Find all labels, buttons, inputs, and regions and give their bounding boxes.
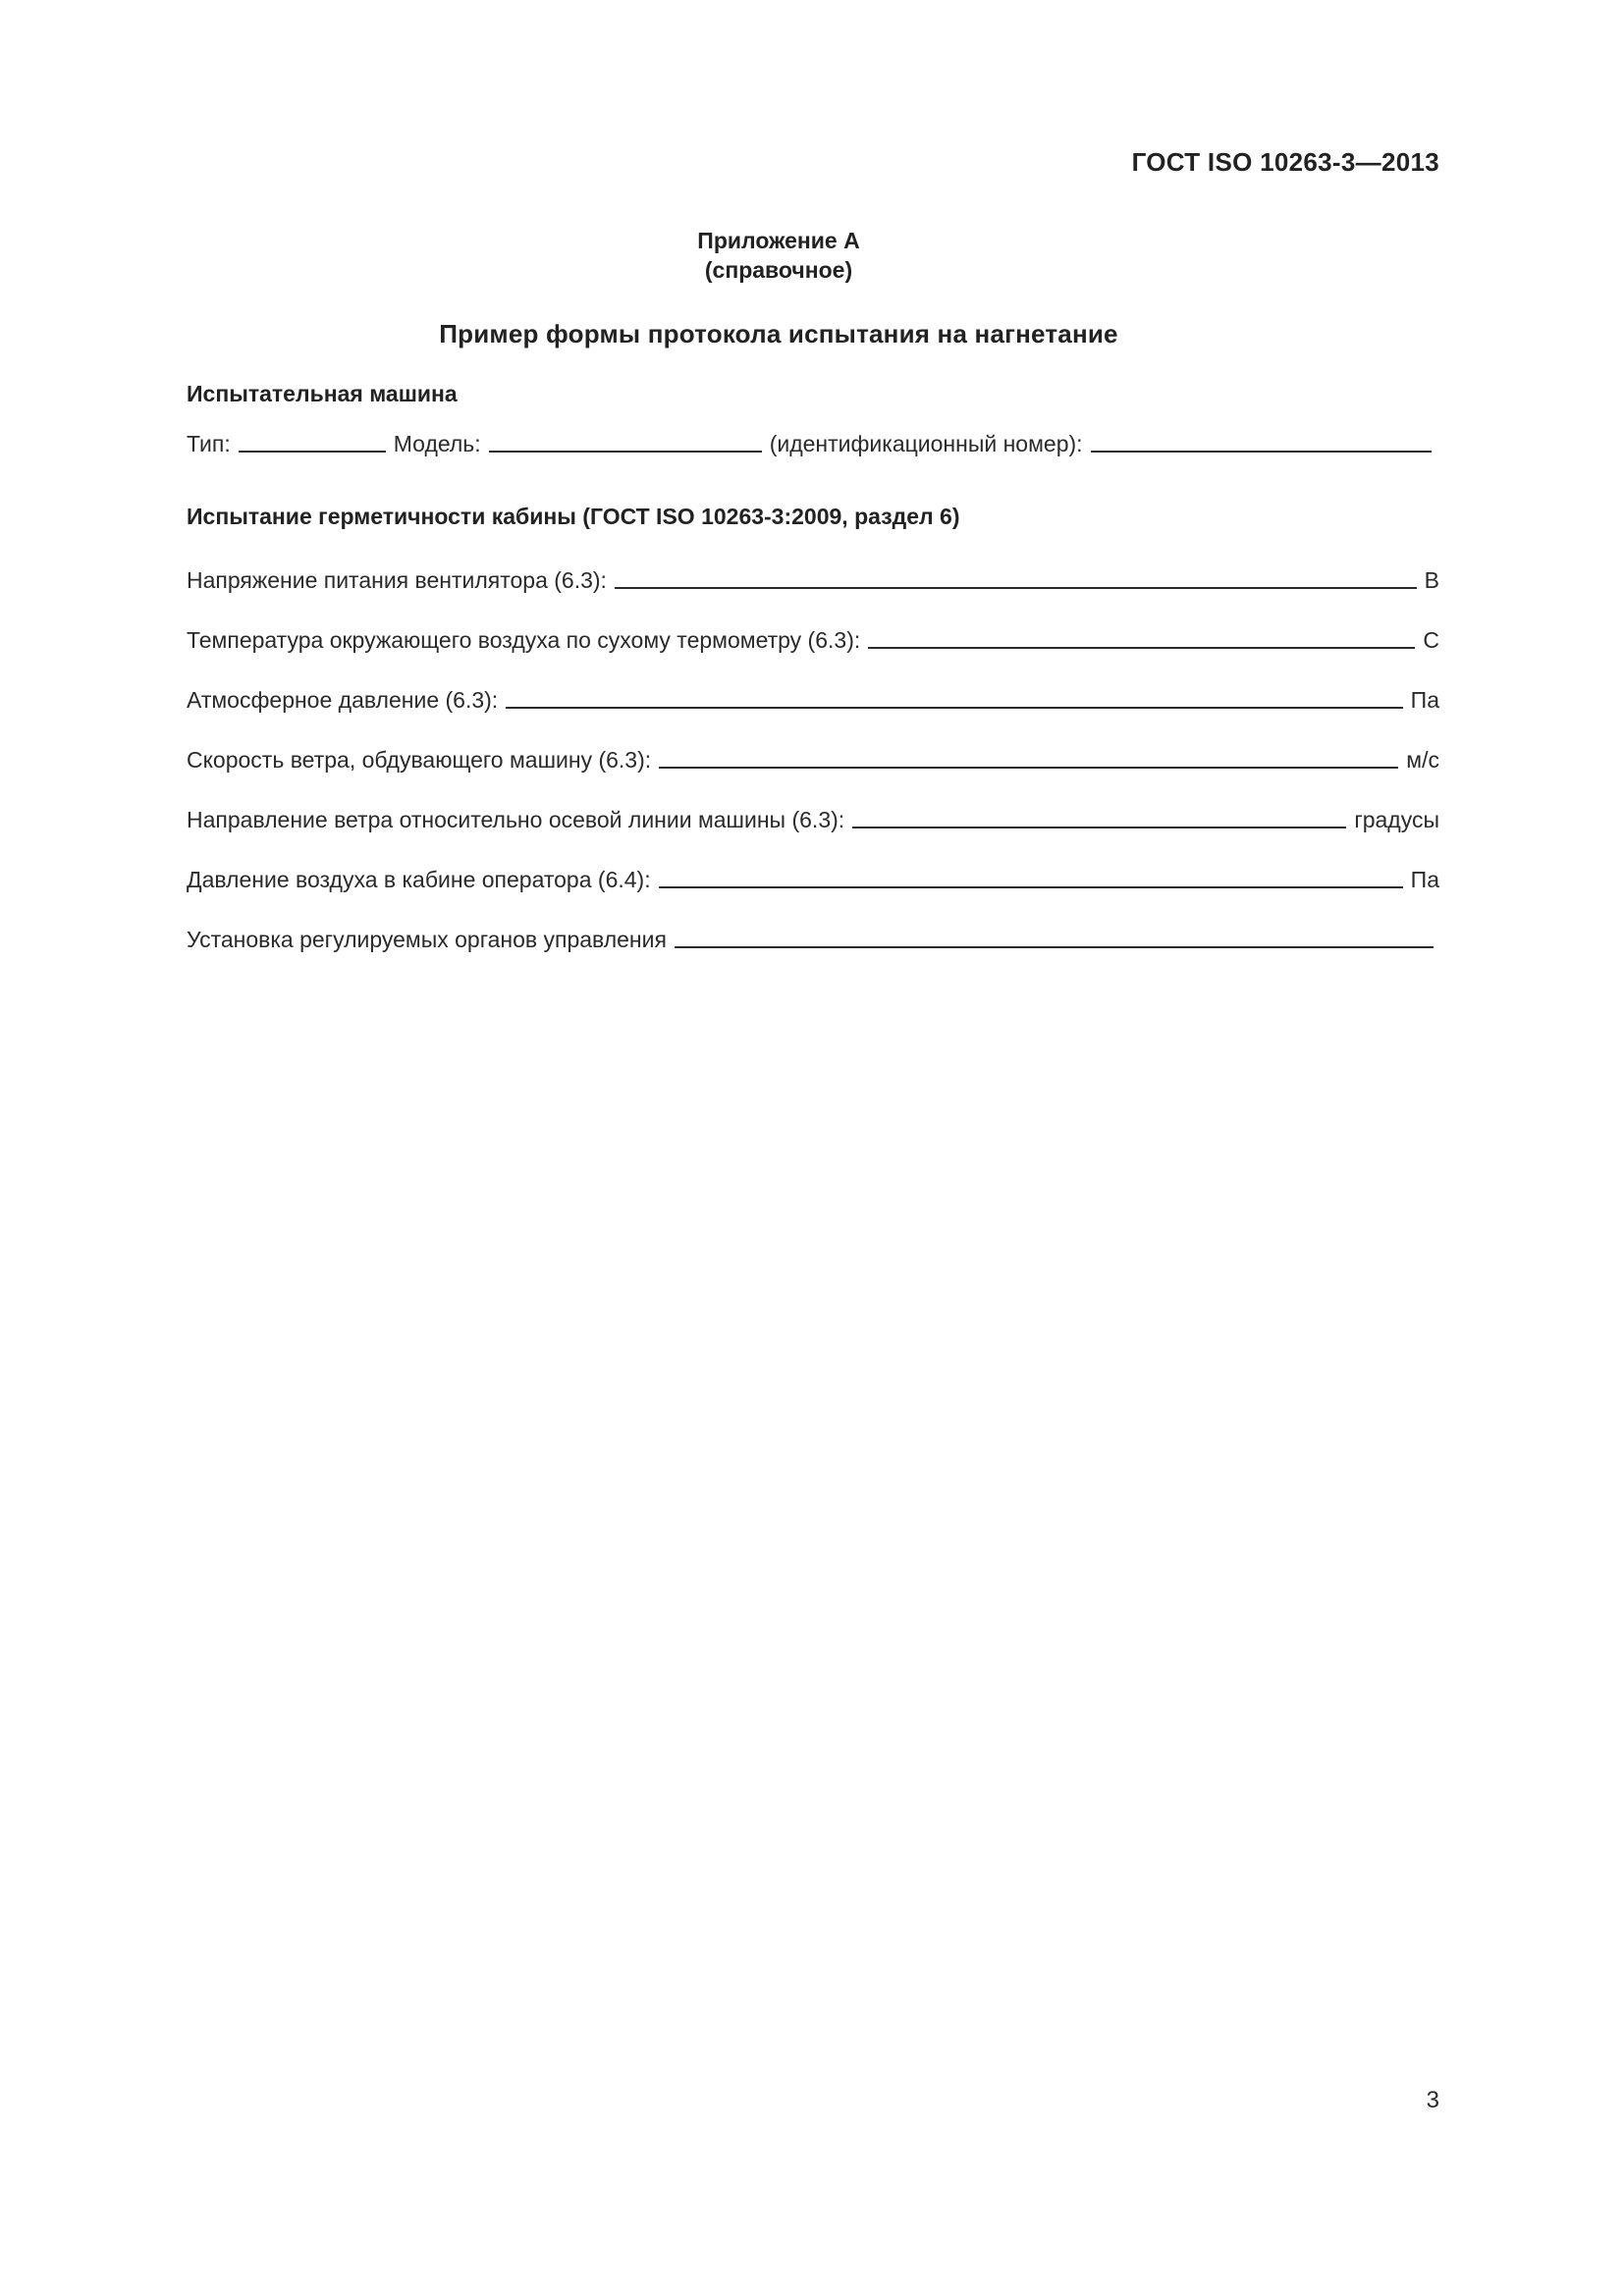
- atmospheric-pressure-field[interactable]: [506, 706, 1402, 709]
- id-number-label: (идентификационный номер):: [769, 431, 1083, 456]
- document-title: Пример формы протокола испытания на нагнетание: [439, 319, 1118, 348]
- type-field[interactable]: [239, 450, 386, 453]
- annex-title: Приложение А: [697, 228, 860, 253]
- machine-id-row: [187, 424, 1439, 457]
- ambient-temperature-field[interactable]: [868, 646, 1415, 649]
- form-row-wind-speed: [187, 740, 1439, 774]
- unit-label: С: [1423, 627, 1439, 653]
- form-row-ambient-temperature: [187, 620, 1439, 654]
- form-row-wind-direction: [187, 800, 1439, 833]
- field-label: Напряжение питания вентилятора (6.3):: [187, 567, 607, 593]
- id-number-field[interactable]: [1091, 450, 1432, 453]
- form-row-atmospheric-pressure: [187, 680, 1439, 714]
- unit-label: градусы: [1354, 807, 1439, 832]
- unit-label: Па: [1410, 867, 1439, 892]
- unit-label: В: [1424, 567, 1439, 593]
- model-field[interactable]: [489, 450, 762, 453]
- wind-speed-field[interactable]: [659, 766, 1398, 769]
- field-label: Установка регулируемых органов управления: [187, 927, 667, 952]
- wind-direction-field[interactable]: [852, 826, 1346, 828]
- field-label: Температура окружающего воздуха по сухому термометру (6.3):: [187, 627, 861, 653]
- page-number: 3: [1426, 2087, 1439, 2113]
- annex-subtitle: (справочное): [704, 257, 853, 283]
- field-label: Направление ветра относительно осевой линии машины (6.3):: [187, 807, 845, 832]
- section-title-tightness: Испытание герметичности кабины (ГОСТ ISO 10263-3:2009, раздел 6): [187, 504, 960, 529]
- control-settings-field[interactable]: [675, 945, 1434, 948]
- field-label: Давление воздуха в кабине оператора (6.4):: [187, 867, 651, 892]
- model-label: Модель:: [393, 431, 481, 456]
- cab-air-pressure-field[interactable]: [659, 885, 1403, 888]
- form-row-cab-air-pressure: [187, 860, 1439, 893]
- field-label: Скорость ветра, обдувающего машину (6.3):: [187, 747, 652, 773]
- form-row-fan-voltage: [187, 561, 1439, 594]
- document-code: ГОСТ ISO 10263-3—2013: [1131, 147, 1439, 177]
- unit-label: Па: [1410, 687, 1439, 713]
- fan-voltage-field[interactable]: [615, 586, 1417, 589]
- form-row-control-settings: [187, 920, 1434, 953]
- unit-label: м/с: [1406, 747, 1439, 773]
- type-label: Тип:: [187, 431, 231, 456]
- section-title-machine: Испытательная машина: [187, 381, 458, 406]
- field-label: Атмосферное давление (6.3):: [187, 687, 499, 713]
- annex-heading: [0, 226, 1557, 285]
